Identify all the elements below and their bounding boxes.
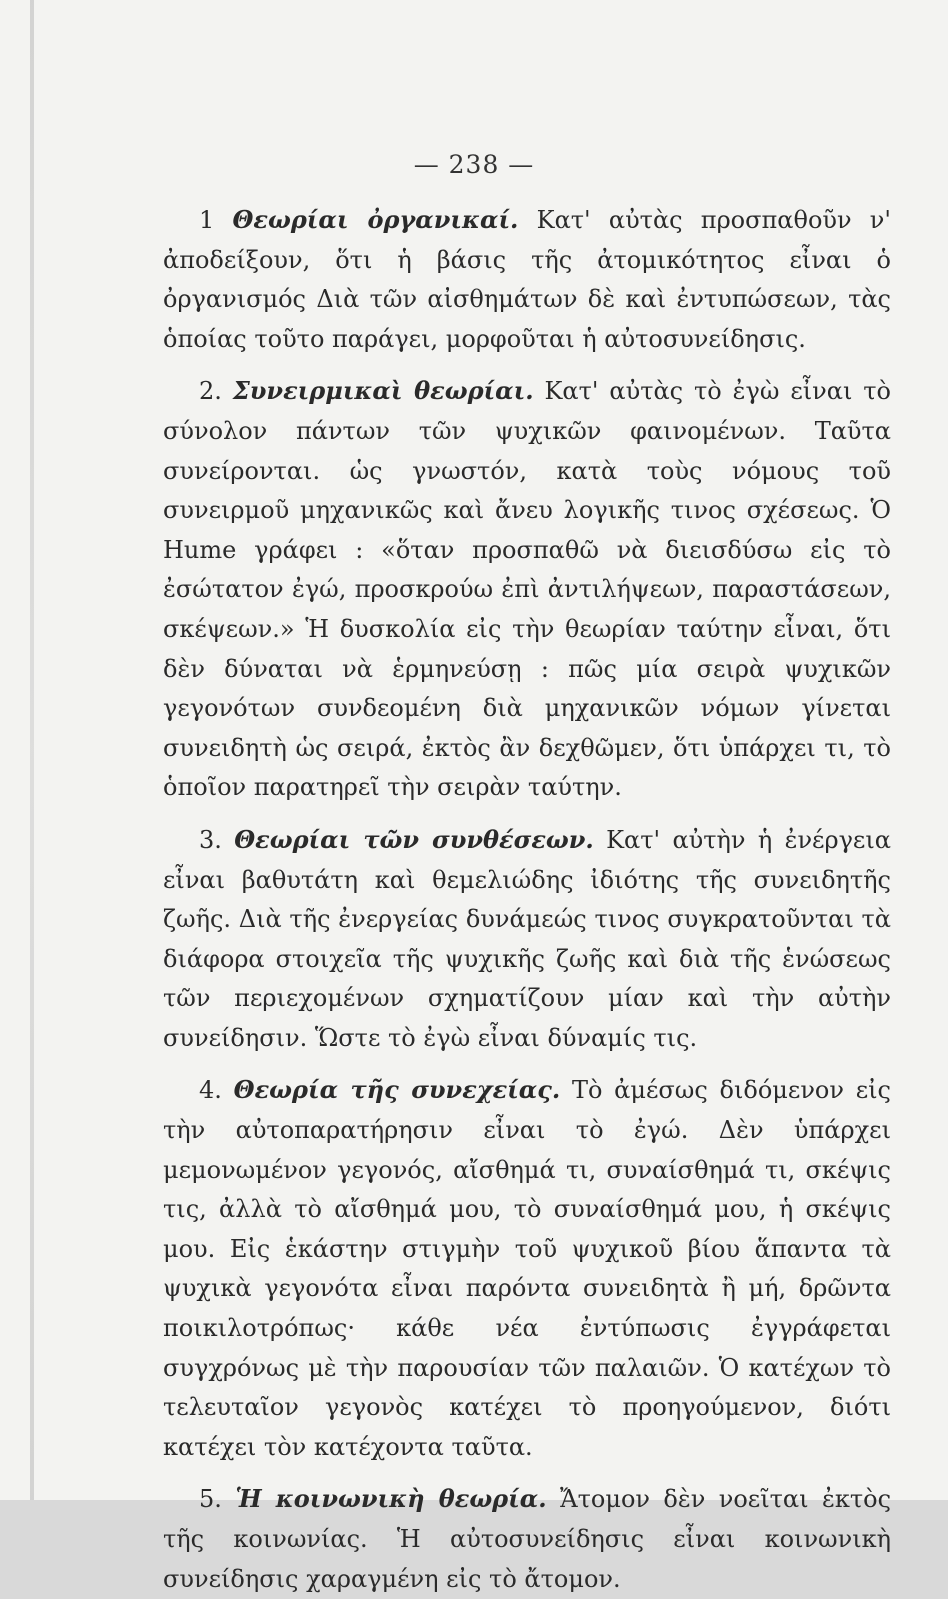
paragraph-text: Κατ' αὐτὰς προσπαθοῦν ν' ἀποδείξουν, ὅτι ἡ βάσις τῆς ἀτομικότητος εἶναι ὁ ὀργανισμός Διὰ τῶν αἰσθημάτων δὲ καὶ ἐντυπώσεων, τὰς ὁποίας τοῦτο παράγει, μορφοῦται ἡ αὐτοσυνείδησις.: [163, 206, 891, 353]
paragraph-number: 2.: [199, 377, 222, 406]
paragraph-synthesis-theories: [163, 820, 891, 1059]
page-number: — 238 —: [413, 150, 535, 179]
paragraph-text: Κατ' αὐτὰς τὸ ἐγὼ εἶναι τὸ σύνολον πάντων τῶν ψυχικῶν φαινομένων. Ταῦτα συνείρονται. ὡς γνωστόν, κατὰ τοὺς νόμους τοῦ συνειρμοῦ μηχανικῶς καὶ ἄνευ λογικῆς τινος σχέσεως. Ὁ Hume γράφει : «ὅταν προσπαθῶ νὰ διεισδύσω εἰς τὸ ἐσώτατον ἐγώ, προσκρούω ἐπὶ ἀντιλήψεων, παραστάσεων, σκέψεων.» Ἡ δυσκολία εἰς τὴν θεωρίαν ταύτην εἶναι, ὅτι δὲν δύναται νὰ ἑρμηνεύσῃ : πῶς μία σειρὰ ψυχικῶν γεγονότων συνδεομένη διὰ μηχανικῶν νόμων γίνεται συνειδητὴ ὡς σειρά, ἐκτὸς ἂν δεχθῶμεν, ὅτι ὑπάρχει τι, τὸ ὁποῖον παρατηρεῖ τὴν σειρὰν ταύτην.: [163, 377, 891, 802]
paragraph-heading: Ἡ κοινωνικὴ θεωρία.: [235, 1484, 547, 1514]
paragraph-organic-theories: [163, 200, 891, 359]
paragraph-associationist-theories: [163, 371, 891, 808]
paragraph-heading: Θεωρίαι τῶν συνθέσεων.: [234, 824, 594, 854]
paragraph-number: 4.: [199, 1076, 222, 1105]
paragraph-number: 1: [199, 206, 215, 234]
paragraph-number: 3.: [199, 825, 222, 854]
paragraph-social-theory: [163, 1479, 891, 1599]
paragraph-text: Ἄτομον δὲν νοεῖται ἐκτὸς τῆς κοινωνίας. Ἡ αὐτοσυνείδησις εἶναι κοινωνικὴ συνείδησις χαραγμένη εἰς τὸ ἄτομον.: [163, 1485, 892, 1593]
scan-shadow: [30, 0, 34, 1500]
paragraph-heading: Θεωρία τῆς συνεχείας.: [233, 1075, 561, 1105]
paragraph-heading: Θεωρίαι ὀργανικαί.: [232, 205, 519, 234]
paragraph-continuity-theory: [163, 1070, 891, 1467]
paragraph-text: Τὸ ἀμέσως διδόμενον εἰς τὴν αὐτοπαρατήρησιν εἶναι τὸ ἐγώ. Δὲν ὑπάρχει μεμονωμένον γεγονός, αἴσθημά τι, συναίσθημά τι, σκέψις τις, ἀλλὰ τὸ αἴσθημά μου, τὸ συναίσθημά μου, ἡ σκέψις μου. Εἰς ἑκάστην στιγμὴν τοῦ ψυχικοῦ βίου ἅπαντα τὰ ψυχικὰ γεγονότα εἶναι παρόντα συνειδητὰ ἢ μή, δρῶντα ποικιλοτρόπως· κάθε νέα ἐντύπωσις ἐγγράφεται συγχρόνως μὲ τὴν παρουσίαν τῶν παλαιῶν. Ὁ κατέχων τὸ τελευταῖον γεγονὸς κατέχει τὸ προηγούμενον, διότι κατέχει τὸν κατέχοντα ταῦτα.: [163, 1076, 891, 1461]
paragraph-number: 5.: [199, 1485, 222, 1514]
paragraph-text: Κατ' αὐτὴν ἡ ἐνέργεια εἶναι βαθυτάτη καὶ θεμελιώδης ἰδιότης τῆς συνειδητῆς ζωῆς. Διὰ τῆς ἐνεργείας δυνάμεώς τινος συγκρατοῦνται τὰ διάφορα στοιχεῖα τῆς ψυχικῆς ζωῆς καὶ διὰ τῆς ἑνώσεως τῶν περιεχομένων σχηματίζουν μίαν καὶ τὴν αὐτὴν συνείδησιν. Ὥστε τὸ ἐγὼ εἶναι δύναμίς τις.: [163, 825, 891, 1052]
paragraph-heading: Συνειρμικαὶ θεωρίαι.: [232, 376, 534, 406]
body-text: [163, 200, 891, 1599]
